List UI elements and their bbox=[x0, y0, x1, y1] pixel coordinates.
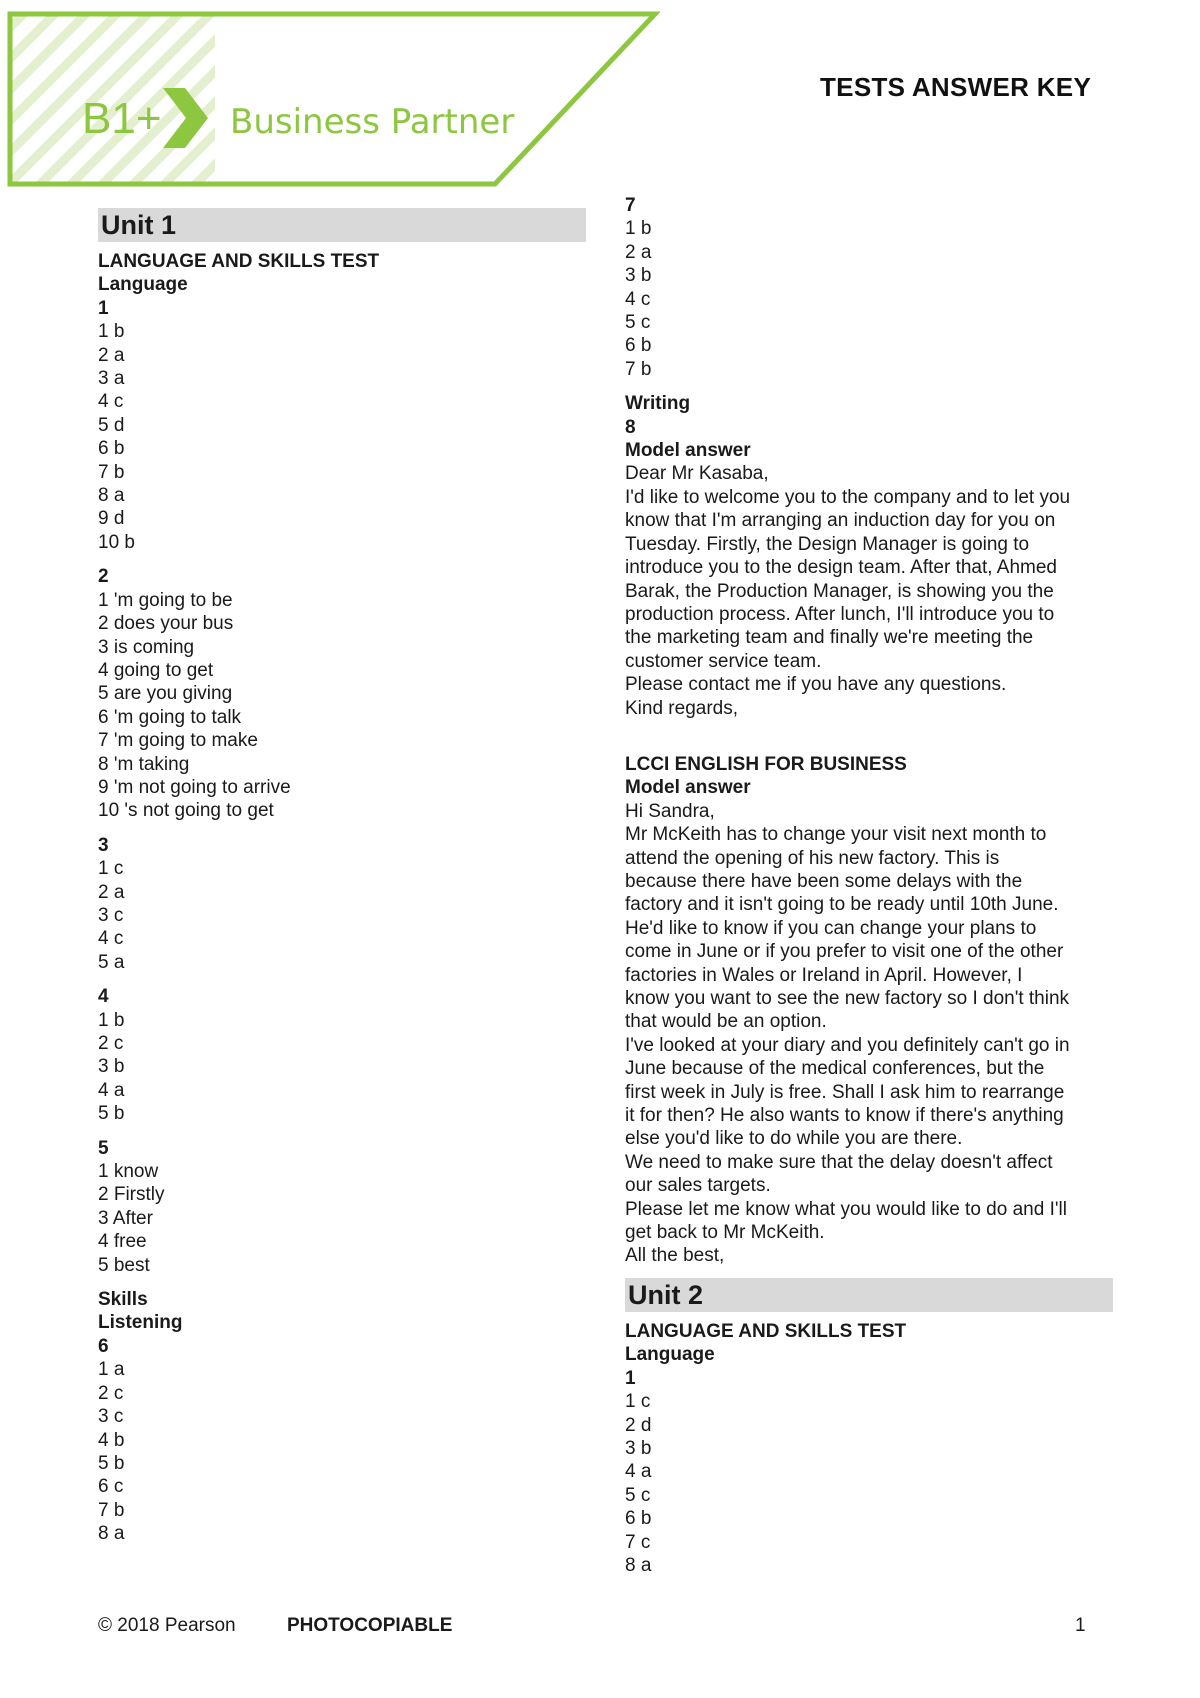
section-heading: 7 bbox=[625, 195, 636, 216]
section-heading: 1 bbox=[98, 297, 109, 319]
answer-line: 5 b bbox=[98, 1452, 125, 1474]
section-heading: Writing bbox=[625, 393, 691, 415]
answer-line: else you'd like to do while you are there. bbox=[625, 1128, 963, 1150]
answer-line: the marketing team and finally we're meeting the bbox=[625, 627, 1034, 649]
section-heading: LCCI ENGLISH FOR BUSINESS bbox=[625, 753, 907, 775]
answer-line: 4 free bbox=[98, 1231, 147, 1253]
section-heading: Language bbox=[98, 274, 188, 296]
answer-line: 3 b bbox=[625, 265, 652, 287]
answer-line: that would be an option. bbox=[625, 1011, 827, 1033]
answer-line: 1 know bbox=[98, 1161, 159, 1183]
unit-heading: Unit 1 bbox=[98, 208, 586, 242]
answer-line: 8 'm taking bbox=[98, 753, 190, 775]
answer-line: Kind regards, bbox=[625, 697, 739, 719]
answer-line: Please contact me if you have any questions. bbox=[625, 674, 1007, 696]
section-heading: 3 bbox=[98, 834, 109, 856]
answer-line: I'd like to welcome you to the company and to let you bbox=[625, 486, 1071, 508]
answer-line: 10 's not going to get bbox=[98, 800, 274, 822]
footer-photocopiable: PHOTOCOPIABLE bbox=[287, 1615, 453, 1636]
brand-level: B1+ bbox=[82, 94, 162, 143]
answer-line: factory and it isn't going to be ready until 10th June. bbox=[625, 894, 1059, 916]
answer-line: 5 c bbox=[625, 312, 651, 334]
section-heading: LANGUAGE AND SKILLS TEST bbox=[625, 1320, 907, 1342]
answer-line: 2 c bbox=[98, 1382, 124, 1404]
section-heading: Skills bbox=[98, 1289, 148, 1311]
answer-line: 9 'm not going to arrive bbox=[98, 776, 291, 798]
answer-line: production process. After lunch, I'll introduce you to bbox=[625, 603, 1055, 625]
answer-line: All the best, bbox=[625, 1245, 725, 1267]
section-heading: Listening bbox=[98, 1312, 183, 1334]
answer-line: Tuesday. Firstly, the Design Manager is going to bbox=[625, 533, 1030, 555]
answer-line: 2 d bbox=[625, 1414, 652, 1436]
brand-logo-banner bbox=[0, 0, 660, 190]
answer-line: Please let me know what you would like to do and I'll bbox=[625, 1198, 1067, 1220]
answer-line: 6 b bbox=[98, 438, 125, 460]
answer-line: Dear Mr Kasaba, bbox=[625, 463, 769, 485]
answer-line: 4 c bbox=[625, 288, 651, 310]
answer-line: June because of the medical conferences, but the bbox=[625, 1058, 1045, 1080]
answer-line: come in June or if you prefer to visit one of the other bbox=[625, 941, 1064, 963]
answer-line: He'd like to know if you can change your plans to bbox=[625, 917, 1037, 939]
footer-copyright: © 2018 Pearson bbox=[98, 1615, 236, 1636]
answer-line: 5 are you giving bbox=[98, 683, 233, 705]
answer-line: I've looked at your diary and you definitely can't go in bbox=[625, 1034, 1070, 1056]
section-heading: 8 bbox=[625, 416, 636, 438]
answer-line: 3 a bbox=[98, 368, 125, 390]
document-title: TESTS ANSWER KEY bbox=[820, 72, 1092, 102]
answer-line: Barak, the Production Manager, is showing you the bbox=[625, 580, 1054, 602]
answer-line: 3 b bbox=[625, 1437, 652, 1459]
answer-line: 5 c bbox=[625, 1484, 651, 1506]
answer-line: know that I'm arranging an induction day for you on bbox=[625, 510, 1056, 532]
answer-line: 5 a bbox=[98, 951, 125, 973]
answer-line: 7 b bbox=[98, 461, 125, 483]
answer-line: because there have been some delays with the bbox=[625, 870, 1023, 892]
answer-line: 2 c bbox=[98, 1033, 124, 1054]
section-heading: 5 bbox=[98, 1137, 109, 1159]
answer-line: 2 Firstly bbox=[98, 1184, 165, 1206]
answer-line: 4 a bbox=[625, 1461, 652, 1483]
answer-line: Mr McKeith has to change your visit next month to bbox=[625, 824, 1047, 846]
answer-line: 1 b bbox=[98, 1009, 125, 1031]
answer-line: 6 'm going to talk bbox=[98, 706, 242, 728]
section-heading: Model answer bbox=[625, 440, 751, 462]
answer-line: it for then? He also wants to know if there's anything bbox=[625, 1105, 1064, 1127]
answer-line: 2 a bbox=[98, 881, 125, 903]
section-heading: LANGUAGE AND SKILLS TEST bbox=[98, 251, 380, 272]
section-heading: 2 bbox=[98, 566, 109, 588]
answer-line: 6 b bbox=[625, 335, 652, 357]
answer-line: 7 b bbox=[98, 1499, 125, 1521]
answer-line: 5 b bbox=[98, 1103, 125, 1125]
answer-line: introduce you to the design team. After that, Ahmed bbox=[625, 557, 1057, 579]
section-heading: 1 bbox=[625, 1367, 636, 1389]
answer-line: 5 d bbox=[98, 414, 125, 436]
answer-line: get back to Mr McKeith. bbox=[625, 1222, 825, 1244]
left-column bbox=[98, 208, 588, 1546]
answer-line: 1 c bbox=[625, 1391, 651, 1413]
right-column bbox=[625, 194, 1115, 1577]
answer-line: first week in July is free. Shall I ask him to rearrange bbox=[625, 1081, 1065, 1103]
answer-line: 2 a bbox=[625, 241, 652, 263]
answer-line: 4 b bbox=[98, 1429, 125, 1451]
answer-line: 2 does your bus bbox=[98, 613, 234, 635]
answer-line: Hi Sandra, bbox=[625, 800, 715, 822]
answer-line: 6 c bbox=[98, 1476, 124, 1498]
answer-line: our sales targets. bbox=[625, 1175, 771, 1197]
answer-line: 3 c bbox=[98, 1406, 124, 1428]
answer-line: 3 b bbox=[98, 1056, 125, 1078]
section-heading: 4 bbox=[98, 986, 109, 1008]
answer-line: 5 best bbox=[98, 1254, 150, 1276]
answer-line: 1 a bbox=[98, 1359, 125, 1381]
section-heading: Language bbox=[625, 1344, 715, 1366]
section-heading: Model answer bbox=[625, 777, 751, 799]
answer-line: 1 c bbox=[98, 858, 124, 880]
answer-line: 7 b bbox=[625, 358, 652, 380]
answer-line: 4 c bbox=[98, 391, 124, 413]
answer-line: 1 b bbox=[98, 321, 125, 343]
answer-line: 1 b bbox=[625, 218, 652, 240]
answer-line: 6 b bbox=[625, 1508, 652, 1530]
answer-line: 2 a bbox=[98, 344, 125, 366]
answer-line: 10 b bbox=[98, 531, 135, 553]
answer-line: attend the opening of his new factory. This is bbox=[625, 847, 1000, 869]
answer-line: 3 c bbox=[98, 904, 124, 926]
answer-line: 1 'm going to be bbox=[98, 589, 233, 611]
answer-line: We need to make sure that the delay doesn't affect bbox=[625, 1151, 1053, 1173]
answer-line: 7 c bbox=[625, 1531, 651, 1553]
answer-line: 4 a bbox=[98, 1079, 125, 1101]
section-heading: 6 bbox=[98, 1335, 109, 1357]
answer-line: 3 is coming bbox=[98, 636, 195, 658]
answer-line: 4 c bbox=[98, 928, 124, 950]
answer-line: 4 going to get bbox=[98, 659, 214, 681]
answer-line: know you want to see the new factory so I don't think bbox=[625, 988, 1070, 1009]
answer-line: 8 a bbox=[625, 1554, 652, 1576]
page-number: 1 bbox=[1075, 1615, 1086, 1636]
answer-line: factories in Wales or Ireland in April. However, I bbox=[625, 964, 1023, 986]
answer-line: customer service team. bbox=[625, 650, 822, 672]
answer-line: 3 After bbox=[98, 1207, 153, 1229]
brand-name: Business Partner bbox=[230, 102, 515, 142]
answer-line: 8 a bbox=[98, 1523, 125, 1545]
answer-line: 7 'm going to make bbox=[98, 730, 258, 752]
unit-heading: Unit 2 bbox=[625, 1278, 1113, 1312]
answer-line: 8 a bbox=[98, 485, 125, 507]
answer-line: 9 d bbox=[98, 508, 125, 530]
